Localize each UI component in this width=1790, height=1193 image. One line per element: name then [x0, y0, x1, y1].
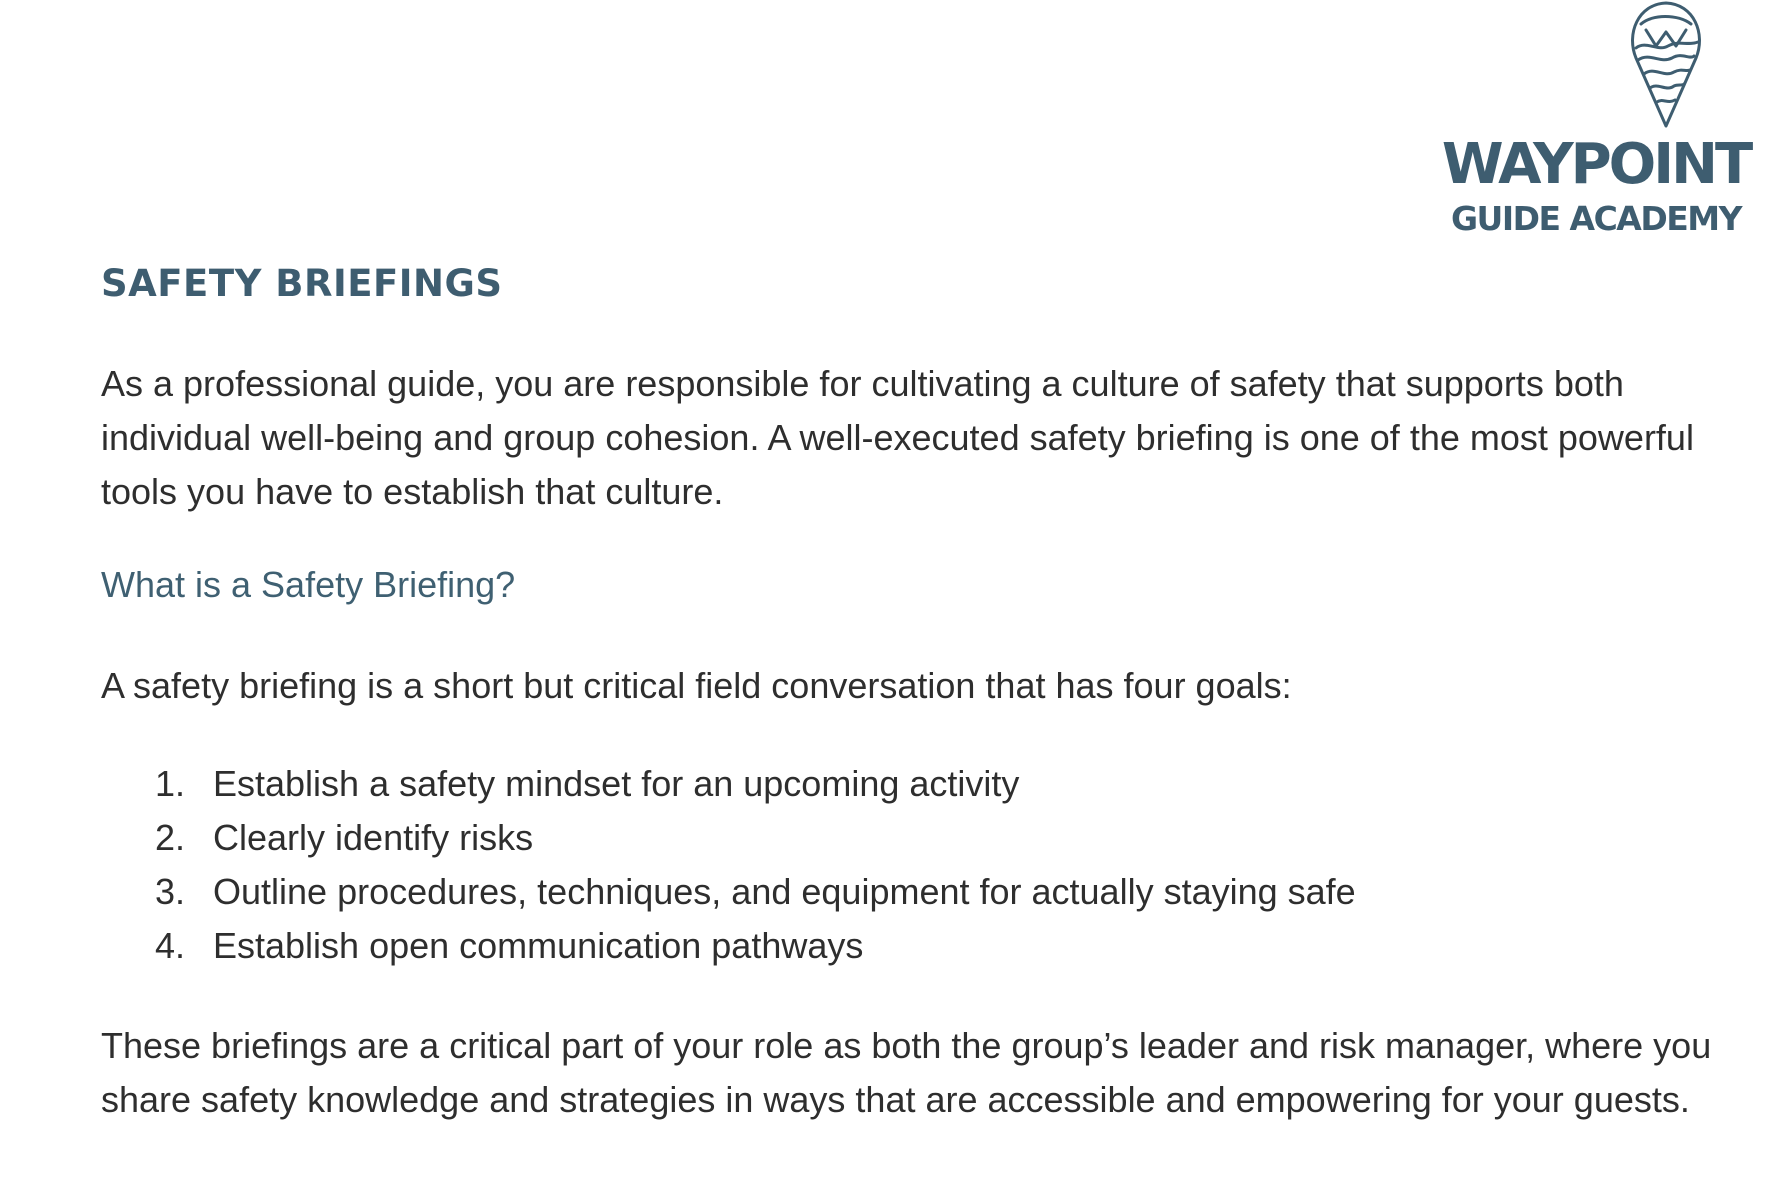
list-item-text: Outline procedures, techniques, and equipment for actually staying safe: [213, 871, 1356, 912]
goals-intro-paragraph: A safety briefing is a short but critical field conversation that has four goals:: [101, 665, 1292, 706]
intro-paragraph: As a professional guide, you are responsible for cultivating a culture of safety that supports both individual well-being and group cohesion. A well-executed safety briefing is one of the most powerful tools you have to establish that culture.: [101, 363, 1694, 512]
list-item-text: Establish open communication pathways: [213, 925, 864, 966]
logo-title: WAYPOINT: [1441, 132, 1751, 197]
list-item-number: 1.: [155, 763, 186, 804]
list-item-text: Clearly identify risks: [213, 817, 534, 858]
list-item-number: 4.: [155, 925, 186, 966]
closing-paragraph: These briefings are a critical part of your role as both the group’s leader and risk manager, where you share safety knowledge and strategies in ways that are accessible and empowering for your guests.: [101, 1025, 1712, 1120]
list-item: [155, 919, 1356, 973]
list-item: [155, 865, 1356, 919]
section-subheading: What is a Safety Briefing?: [101, 564, 516, 605]
goals-list: [155, 757, 1356, 973]
list-item: [155, 811, 1356, 865]
list-item-number: 2.: [155, 817, 186, 858]
page-title: SAFETY BRIEFINGS: [101, 262, 503, 305]
waypoint-logo: [1436, 0, 1756, 240]
waypoint-topo-pin-icon: [1628, 0, 1704, 130]
list-item-number: 3.: [155, 871, 186, 912]
list-item-text: Establish a safety mindset for an upcoming activity: [213, 763, 1020, 804]
logo-subtitle: GUIDE ACADEMY: [1450, 199, 1742, 238]
list-item: [155, 757, 1356, 811]
